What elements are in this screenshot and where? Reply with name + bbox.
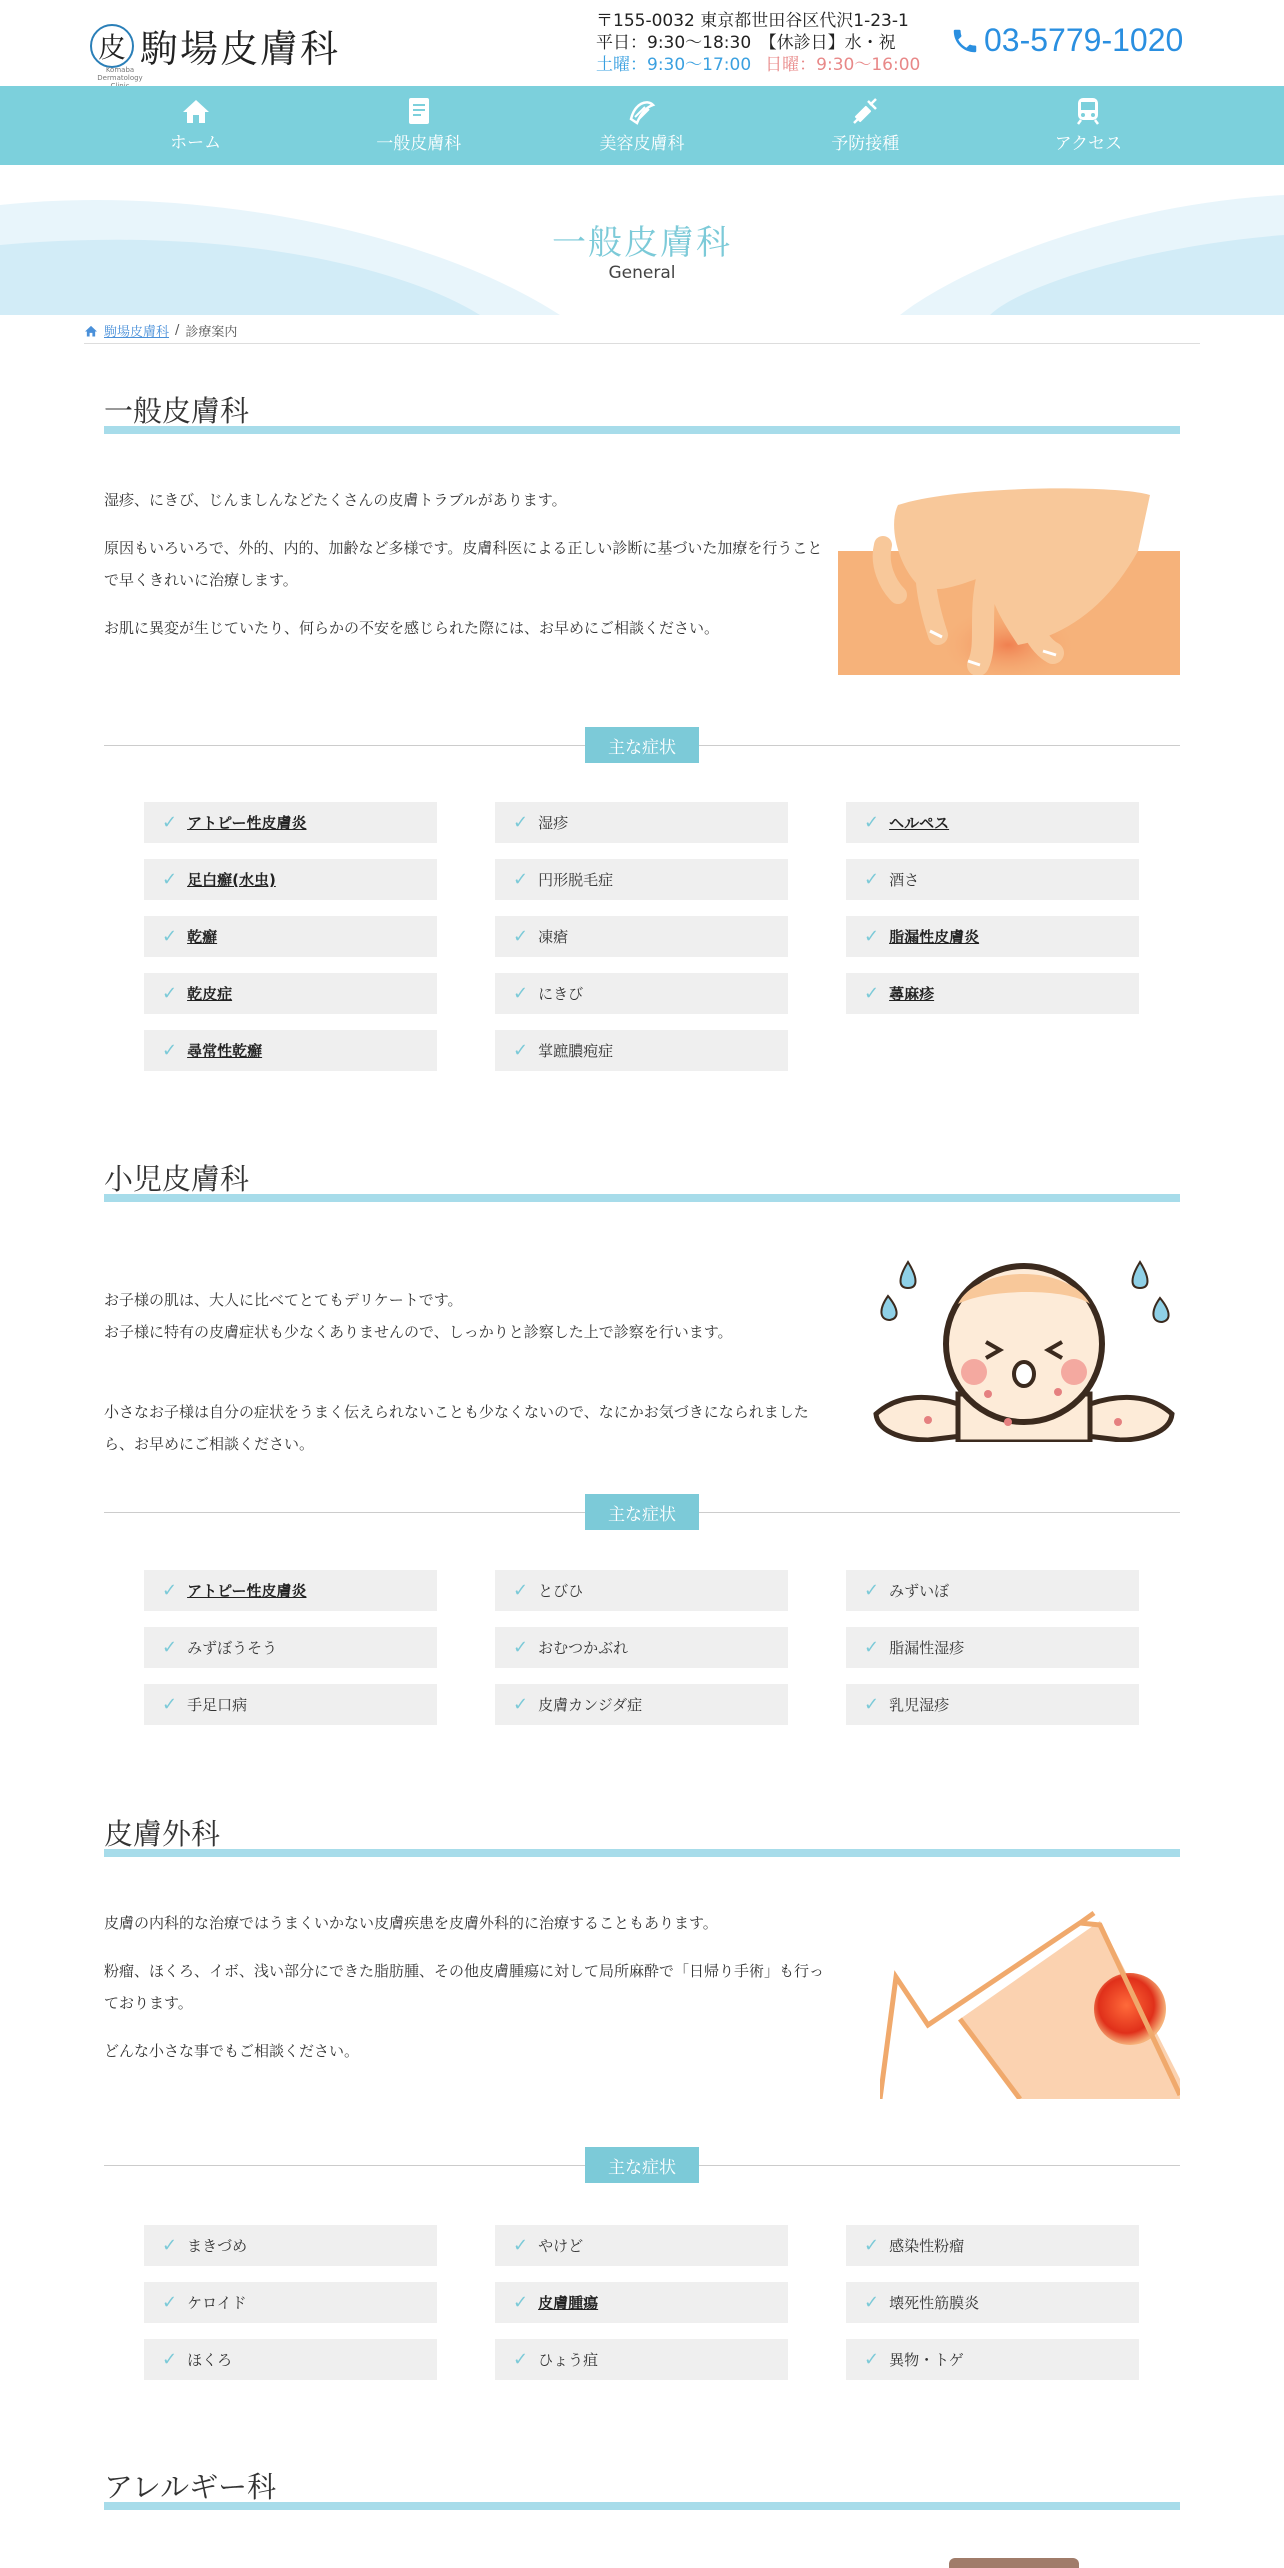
nav-beauty[interactable] xyxy=(530,86,753,165)
check-icon: ✓ xyxy=(513,2292,529,2313)
section-pediatric xyxy=(104,1156,1180,1715)
train-icon xyxy=(1075,97,1101,125)
symptom-item: ✓ 脂漏性湿疹 xyxy=(846,1627,1139,1668)
nav-home[interactable] xyxy=(84,86,307,165)
symptom-item[interactable]: ✓ 皮膚腫瘍 xyxy=(495,2282,788,2323)
check-icon: ✓ xyxy=(864,2292,880,2313)
symptom-item[interactable]: ✓ 脂漏性皮膚炎 xyxy=(846,916,1139,957)
symptom-item: ✓ 掌蹠膿疱症 xyxy=(495,1030,788,1071)
check-icon: ✓ xyxy=(864,983,880,1004)
check-icon: ✓ xyxy=(162,926,178,947)
main-nav xyxy=(0,86,1284,165)
clinic-logo[interactable] xyxy=(90,18,341,82)
check-icon: ✓ xyxy=(162,2349,178,2370)
symptom-item[interactable]: ✓ 足白癬(水虫) xyxy=(144,859,437,900)
clinic-info xyxy=(596,10,920,76)
section-title: アレルギー科 xyxy=(104,2464,1180,2510)
phone-icon xyxy=(950,26,980,56)
check-icon: ✓ xyxy=(864,1637,880,1658)
check-icon: ✓ xyxy=(162,812,178,833)
symptom-item: ✓ みずぼうそう xyxy=(144,1627,437,1668)
symptom-item[interactable]: ✓ 尋常性乾癬 xyxy=(144,1030,437,1071)
scratching-hand-illustration xyxy=(838,485,1180,675)
symptom-item: ✓ 酒さ xyxy=(846,859,1139,900)
symptoms-header xyxy=(104,2145,1180,2185)
breadcrumb xyxy=(84,318,1200,344)
symptom-item[interactable]: ✓ ヘルペス xyxy=(846,802,1139,843)
check-icon: ✓ xyxy=(513,926,529,947)
symptom-item: ✓ まきづめ xyxy=(144,2225,437,2266)
symptom-item: ✓ やけど xyxy=(495,2225,788,2266)
paragraph: どんな小さな事でもご相談ください。 xyxy=(104,2042,360,2060)
symptom-item: ✓ 皮膚カンジダ症 xyxy=(495,1684,788,1725)
section-allergy xyxy=(104,2464,1180,2510)
check-icon: ✓ xyxy=(162,1694,178,1715)
symptom-item[interactable]: ✓ 乾皮症 xyxy=(144,973,437,1014)
symptom-item: ✓ 手足口病 xyxy=(144,1684,437,1725)
clinic-name: 駒場皮膚科 xyxy=(140,27,341,71)
check-icon: ✓ xyxy=(513,1637,529,1658)
hours-saturday: 土曜：9:30～17:00 xyxy=(596,55,752,75)
nav-label: 美容皮膚科 xyxy=(599,134,685,154)
paragraph: 原因もいろいろで、外的、内的、加齢など多様です。皮膚科医による正しい診断に基づいた加療を行うことで早くきれいに治療します。 xyxy=(104,539,823,589)
page-hero xyxy=(0,165,1284,315)
nav-label: 予防接種 xyxy=(831,134,900,154)
breadcrumb-home-link[interactable]: 駒場皮膚科 xyxy=(104,325,170,340)
symptom-item: ✓ ほくろ xyxy=(144,2339,437,2380)
symptom-item: ✓ みずいぼ xyxy=(846,1570,1139,1611)
home-icon xyxy=(84,325,98,337)
symptom-item[interactable]: ✓ アトピー性皮膚炎 xyxy=(144,1570,437,1611)
symptoms-label: 主な症状 xyxy=(585,2147,699,2183)
breadcrumb-current: 診療案内 xyxy=(185,325,238,340)
symptoms-grid xyxy=(144,802,1140,1071)
symptom-item: ✓ ひょう疽 xyxy=(495,2339,788,2380)
section-surgery xyxy=(104,1811,1180,2370)
check-icon: ✓ xyxy=(864,1694,880,1715)
page-subtitle: General xyxy=(608,263,676,283)
paragraph: 皮膚の内科的な治療ではうまくいかない皮膚疾患を皮膚外科的に治療することもあります。 xyxy=(104,1914,718,1932)
section-general xyxy=(104,388,1180,1061)
logo-mark: 皮 xyxy=(90,24,134,68)
symptom-item: ✓ にきび xyxy=(495,973,788,1014)
check-icon: ✓ xyxy=(513,2349,529,2370)
check-icon: ✓ xyxy=(513,869,529,890)
check-icon: ✓ xyxy=(513,1040,529,1061)
check-icon: ✓ xyxy=(864,869,880,890)
symptom-item: ✓ 凍瘡 xyxy=(495,916,788,957)
paragraph: お肌に異変が生じていたり、何らかの不安を感じられた際には、お早めにご相談ください。 xyxy=(104,619,720,637)
phone-link[interactable] xyxy=(950,22,1183,59)
symptom-item: ✓ 乳児湿疹 xyxy=(846,1684,1139,1725)
page-title: 一般皮膚科 xyxy=(552,223,732,263)
check-icon: ✓ xyxy=(513,1580,529,1601)
symptom-item: ✓ 湿疹 xyxy=(495,802,788,843)
symptom-item[interactable]: ✓ 乾癬 xyxy=(144,916,437,957)
breadcrumb-separator: / xyxy=(175,323,180,338)
skin-lump-illustration xyxy=(880,1909,1180,2099)
nav-label: アクセス xyxy=(1054,134,1123,154)
check-icon: ✓ xyxy=(864,2235,880,2256)
allergy-illustration-top xyxy=(949,2558,1079,2568)
section-title: 一般皮膚科 xyxy=(104,388,1180,434)
beauty-icon xyxy=(627,97,657,125)
check-icon: ✓ xyxy=(864,2349,880,2370)
address: 〒155-0032 東京都世田谷区代沢1-23-1 xyxy=(596,11,909,31)
document-icon xyxy=(406,97,432,125)
check-icon: ✓ xyxy=(162,983,178,1004)
nav-label: ホーム xyxy=(170,133,222,153)
home-icon xyxy=(181,98,211,124)
logo-subtitle: Komaba Dermatology xyxy=(97,66,143,82)
check-icon: ✓ xyxy=(162,1637,178,1658)
nav-general[interactable] xyxy=(307,86,530,165)
check-icon: ✓ xyxy=(864,926,880,947)
section-description xyxy=(104,484,824,660)
symptoms-grid xyxy=(144,1570,1140,1725)
check-icon: ✓ xyxy=(513,983,529,1004)
nav-vaccine[interactable] xyxy=(754,86,977,165)
check-icon: ✓ xyxy=(513,2235,529,2256)
section-title: 小児皮膚科 xyxy=(104,1156,1180,1202)
symptoms-header xyxy=(104,725,1180,765)
paragraph: お子様の肌は、大人に比べてとてもデリケートです。 お子様に特有の皮膚症状も少なくありませんので、しっかりと診察した上で診察を行います。 xyxy=(104,1291,733,1341)
check-icon: ✓ xyxy=(513,812,529,833)
syringe-icon xyxy=(850,97,880,125)
symptom-item: ✓ 異物・トゲ xyxy=(846,2339,1139,2380)
check-icon: ✓ xyxy=(864,1580,880,1601)
crying-baby-illustration xyxy=(868,1244,1180,1442)
symptom-item: ✓ 円形脱毛症 xyxy=(495,859,788,900)
paragraph: 湿疹、にきび、じんましんなどたくさんの皮膚トラブルがあります。 xyxy=(104,491,567,509)
symptom-item: ✓ 壊死性筋膜炎 xyxy=(846,2282,1139,2323)
symptom-item[interactable]: ✓ 蕁麻疹 xyxy=(846,973,1139,1014)
section-description xyxy=(104,1252,824,1508)
symptom-item[interactable]: ✓ アトピー性皮膚炎 xyxy=(144,802,437,843)
section-title: 皮膚外科 xyxy=(104,1811,1180,1857)
check-icon: ✓ xyxy=(162,2292,178,2313)
symptom-item: ✓ おむつかぶれ xyxy=(495,1627,788,1668)
hours-sunday: 日曜：9:30～16:00 xyxy=(765,55,921,75)
nav-access[interactable] xyxy=(977,86,1200,165)
paragraph: 小さなお子様は自分の症状をうまく伝えられないことも少なくないので、なにかお気づきになられましたら、お早めにご相談ください。 xyxy=(104,1403,809,1453)
symptom-item: ✓ 感染性粉瘤 xyxy=(846,2225,1139,2266)
symptom-item: ✓ とびひ xyxy=(495,1570,788,1611)
symptoms-grid xyxy=(144,2225,1140,2380)
check-icon: ✓ xyxy=(513,1694,529,1715)
symptoms-header xyxy=(104,1492,1180,1532)
symptom-item: ✓ ケロイド xyxy=(144,2282,437,2323)
check-icon: ✓ xyxy=(162,2235,178,2256)
paragraph: 粉瘤、ほくろ、イボ、浅い部分にできた脂肪腫、その他皮膚腫瘍に対して局所麻酔で「日帰り手術」も行っております。 xyxy=(104,1962,825,2012)
section-description xyxy=(104,1907,824,2083)
hours-weekday: 平日：9:30～18:30 【休診日】水・祝 xyxy=(596,33,896,53)
check-icon: ✓ xyxy=(162,1580,178,1601)
check-icon: ✓ xyxy=(864,812,880,833)
nav-label: 一般皮膚科 xyxy=(376,134,462,154)
check-icon: ✓ xyxy=(162,869,178,890)
site-header xyxy=(0,0,1284,86)
check-icon: ✓ xyxy=(162,1040,178,1061)
phone-number: 03-5779-1020 xyxy=(984,22,1184,58)
symptoms-label: 主な症状 xyxy=(585,727,699,763)
symptoms-label: 主な症状 xyxy=(585,1494,699,1530)
